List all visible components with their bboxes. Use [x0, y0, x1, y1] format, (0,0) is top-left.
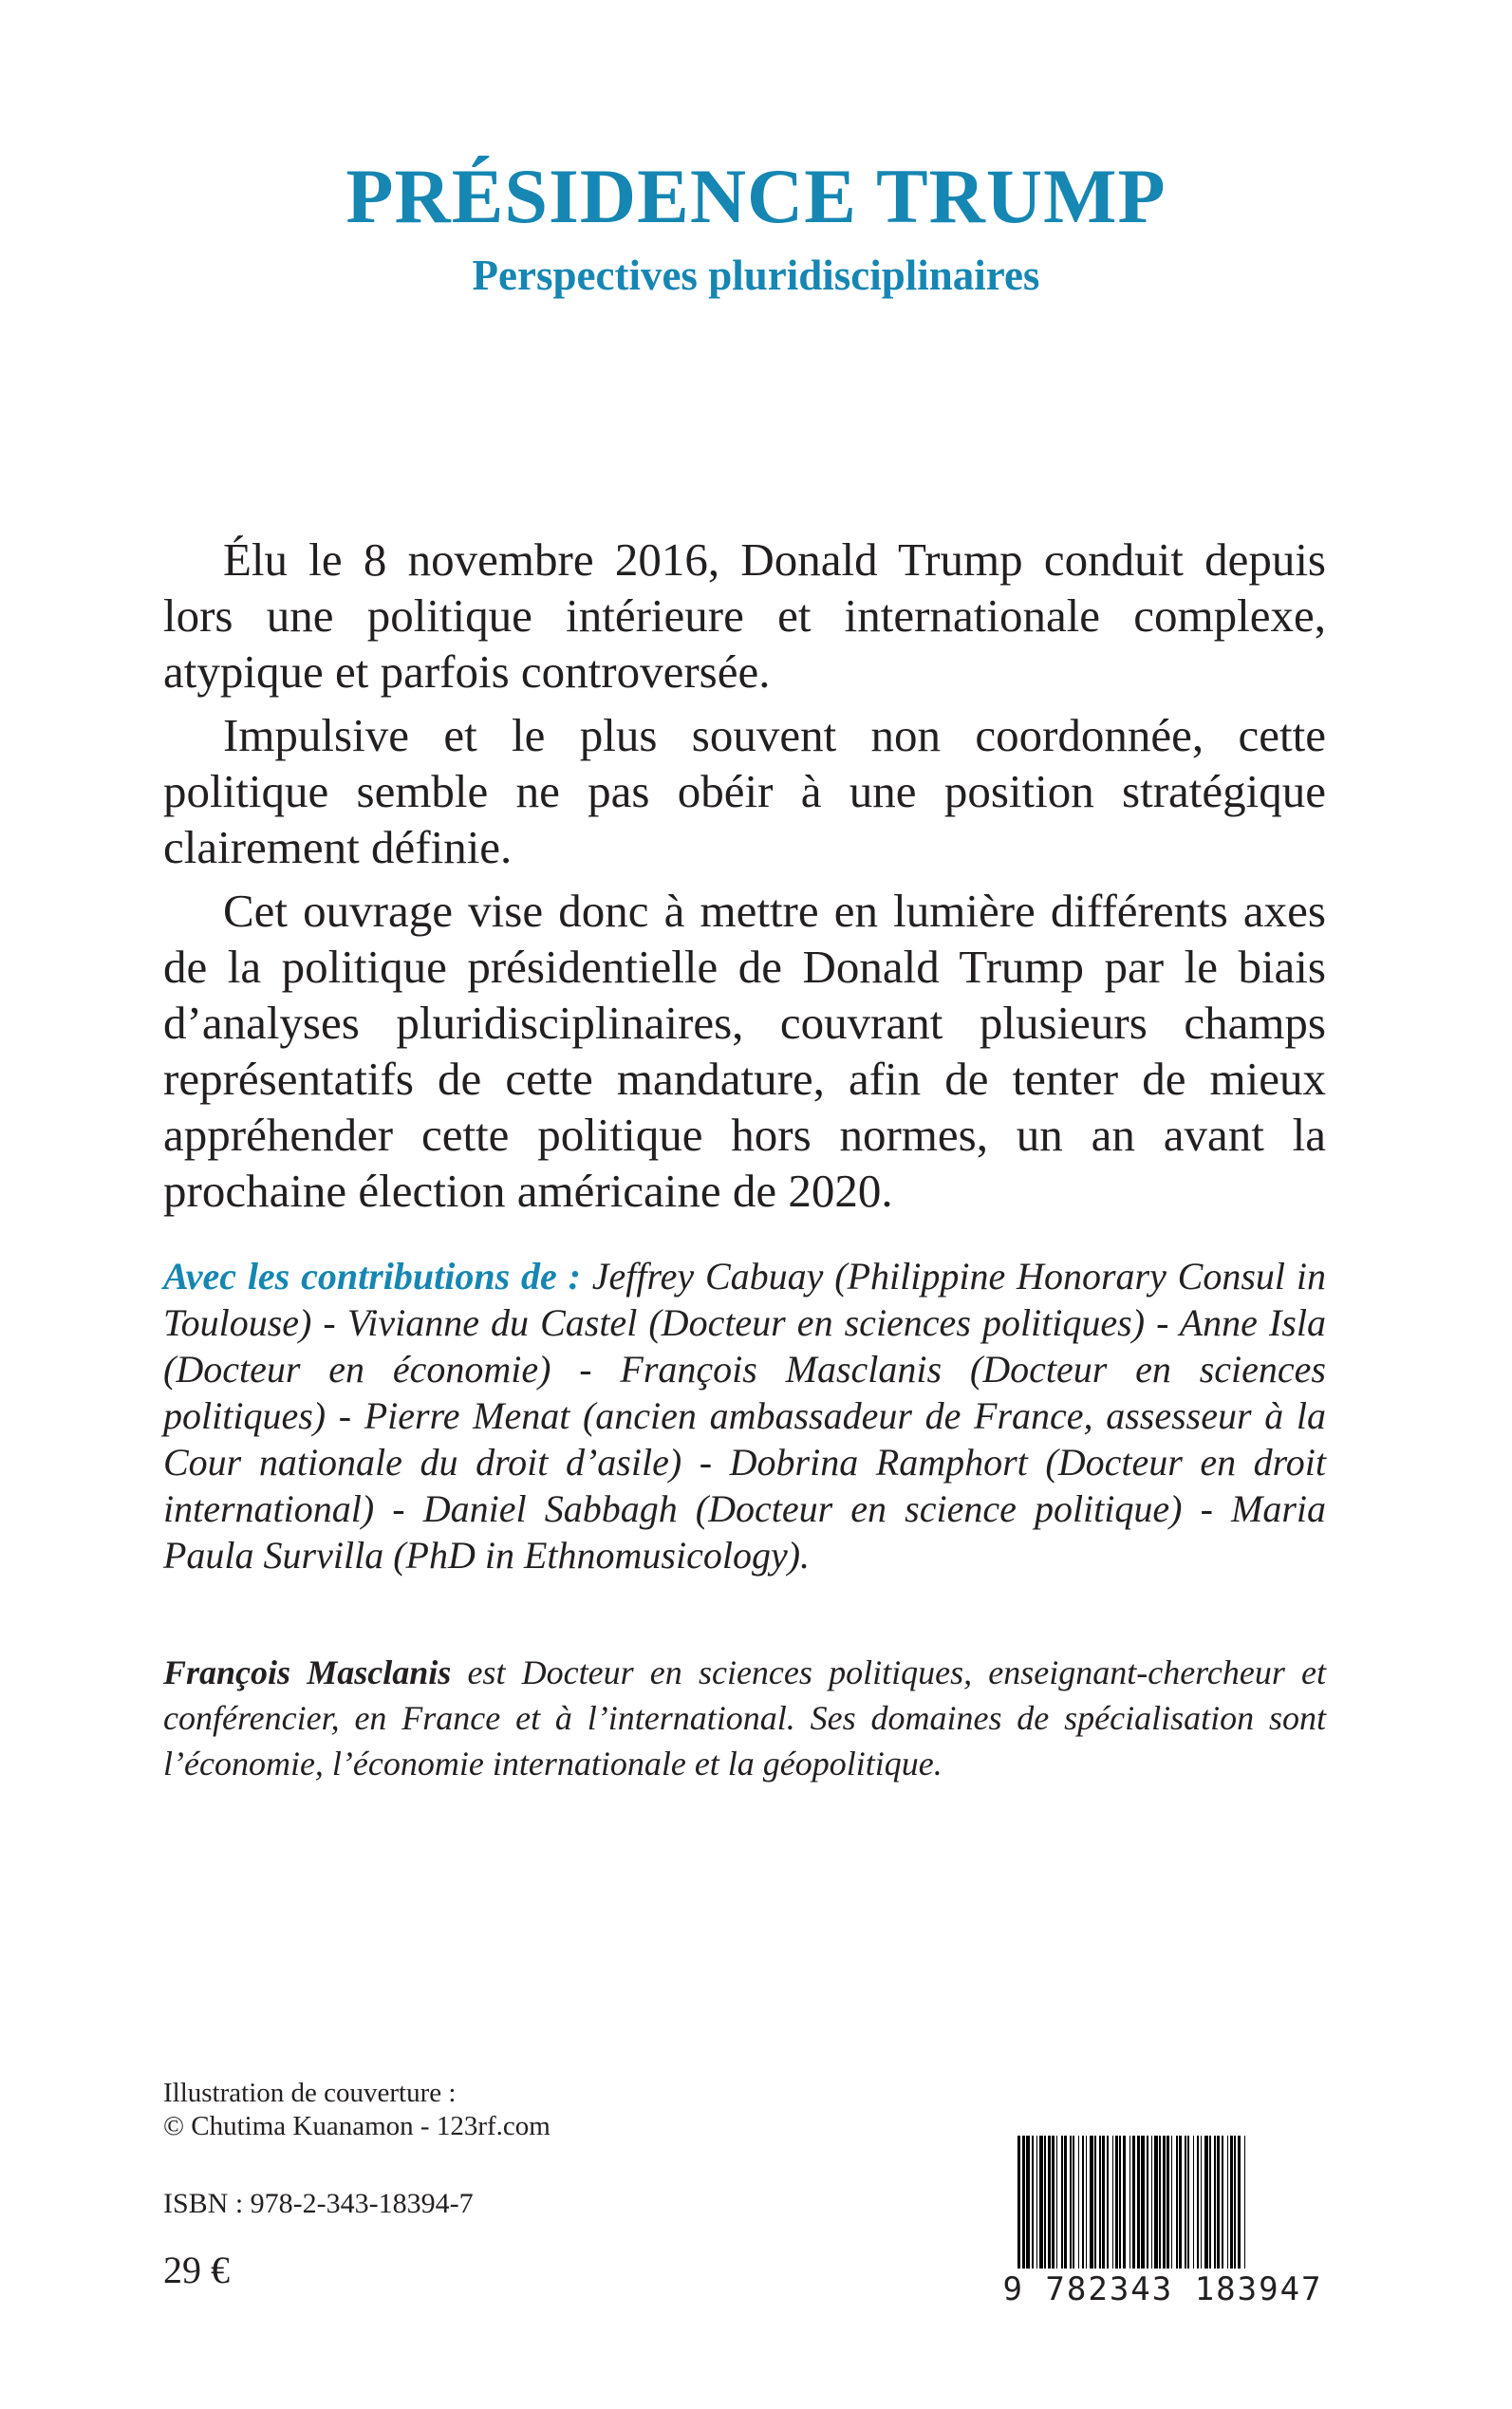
- contributions-lead: Avec les contributions de :: [163, 1255, 581, 1298]
- cover-credit-source: © Chutima Kuanamon - 123rf.com: [163, 2111, 551, 2141]
- cover-credit: [163, 2077, 551, 2143]
- book-title: PRÉSIDENCE TRUMP: [345, 153, 1167, 239]
- price-text: 29 €: [163, 2249, 230, 2291]
- barcode: [997, 2126, 1329, 2316]
- isbn-text: ISBN : 978-2-343-18394-7: [163, 2188, 474, 2219]
- author-bio: [163, 1650, 1326, 1786]
- cover-credit-label: Illustration de couverture :: [163, 2078, 457, 2108]
- barcode-bars: [997, 2126, 1329, 2278]
- author-name: François Masclanis: [163, 1653, 452, 1691]
- contributions-text: Jeffrey Cabuay (Philippine Honorary Consul in Toulouse) - Vivianne du Castel (Docteur en sciences politiques) - Anne Isla (Docteur en économie) - François Masclanis (Docteur en sciences politiques) - Pierre Menat (ancien ambassadeur de France, assesseur à la Cour nationale du droit d’asile) - Dobrina Ramphort (Docteur en droit international) - Daniel Sabbagh (Docteur en science politique) - Maria Paula Survilla (PhD in Ethnomusicology).: [163, 1255, 1326, 1577]
- contributions-block: [163, 1253, 1326, 1578]
- summary-paragraph: Élu le 8 novembre 2016, Donald Trump conduit depuis lors une politique intérieure et internationale complexe, atypique et parfois controversée.: [163, 533, 1326, 698]
- summary-paragraph: Impulsive et le plus souvent non coordonnée, cette politique semble ne pas obéir à une position stratégique clairement définie.: [163, 709, 1326, 873]
- barcode-digits: 9 782343 183947: [997, 2269, 1329, 2310]
- summary-paragraph: Cet ouvrage vise donc à mettre en lumière différents axes de la politique présidentielle de Donald Trump par le biais d’analyses pluridisciplinaires, couvrant plusieurs champs représentatifs de cette mandature, afin de tenter de mieux appréhender cette politique hors normes, un an avant la prochaine élection américaine de 2020.: [163, 885, 1326, 1217]
- book-subtitle: Perspectives pluridisciplinaires: [472, 252, 1040, 299]
- author-bio-text: est Docteur en sciences politiques, enseignant-chercheur et conférencier, en France et à l’international. Ses domaines de spécialisation sont l’économie, l’économie internationale et la géopolitique.: [163, 1653, 1326, 1783]
- summary-text: [163, 532, 1326, 1226]
